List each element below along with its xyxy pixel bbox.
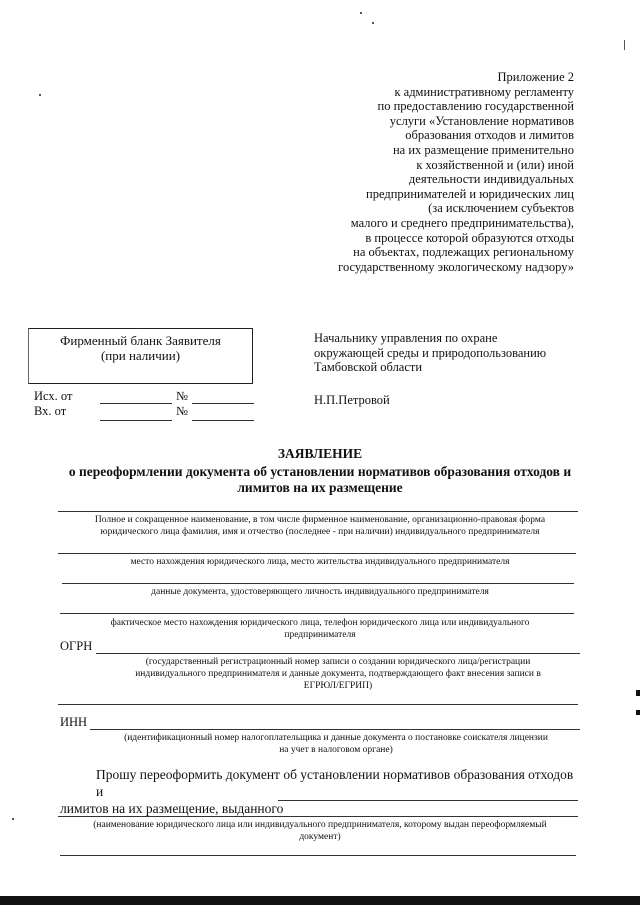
outgoing-number-field[interactable]: [192, 403, 254, 404]
appendix-block: [274, 70, 574, 274]
caption-line: (наименование юридического лица или индивидуального предпринимателя, которому выдан переоформляемый: [93, 820, 547, 830]
scan-speck: [624, 40, 625, 50]
location-caption: место нахождения юридического лица, место жительства индивидуального предпринимателя: [130, 557, 510, 567]
appendix-line: малого и среднего предпринимательства),: [350, 215, 574, 230]
appendix-line: деятельности индивидуальных: [408, 172, 574, 187]
appendix-line: (за исключением субъектов: [428, 201, 574, 216]
inn-label: ИНН: [60, 715, 88, 729]
caption-line: на учет в налоговом органе): [279, 745, 393, 755]
appendix-line: на объектах, подлежащих региональному: [353, 245, 574, 260]
issued-to-field-line3[interactable]: [60, 855, 576, 856]
caption-line: (идентификационный номер налогоплательщика и данные документа о постановке соискателя лицензии: [124, 733, 548, 743]
appendix-line: к административному регламенту: [394, 84, 574, 99]
appendix-line: в процессе которой образуются отходы: [365, 230, 574, 245]
appendix-line: на их размещение применительно: [392, 142, 574, 157]
appendix-line: образования отходов и лимитов: [405, 128, 574, 143]
ogrn-label: ОГРН: [60, 639, 93, 653]
caption-line: документ): [299, 832, 341, 842]
caption-line: ЕГРЮЛ/ЕГРИП): [303, 681, 373, 691]
inn-caption: [92, 732, 580, 756]
actual-location-field[interactable]: [60, 613, 574, 614]
appendix-line: Приложение 2: [497, 70, 574, 84]
document-title: ЗАЯВЛЕНИЕ: [277, 446, 363, 461]
issued-to-field-line2[interactable]: [58, 816, 578, 817]
incoming-ref-label: Вх. от: [34, 404, 67, 418]
issued-to-caption: [40, 819, 600, 843]
letterhead-box: [28, 328, 253, 384]
caption-line: индивидуального предпринимателя и данные документа, подтверждающего факт внесения записи в: [135, 669, 541, 679]
ogrn-extra-line[interactable]: [58, 704, 578, 705]
outgoing-date-field[interactable]: [100, 403, 172, 404]
scan-side-mark: [636, 690, 640, 696]
scan-speck: [372, 22, 374, 24]
incoming-number-sign: №: [176, 404, 188, 418]
ogrn-caption: [98, 656, 578, 692]
caption-line: предпринимателя: [284, 630, 356, 640]
appendix-line: по предоставлению государственной: [377, 99, 574, 114]
outgoing-ref-label: Исх. от: [34, 389, 73, 403]
scan-speck: [39, 94, 41, 96]
ogrn-field[interactable]: [96, 653, 580, 654]
incoming-date-field[interactable]: [100, 420, 172, 421]
addressee-line: Начальнику управления по охране: [314, 331, 498, 345]
caption-line: (государственный регистрационный номер записи о создании юридического лица/регистрации: [145, 657, 531, 667]
scan-speck: [360, 12, 362, 14]
request-line: Прошу переоформить документ об установлении нормативов образования отходов и: [96, 767, 574, 799]
actual-location-caption: [40, 617, 600, 641]
scan-side-mark: [636, 710, 640, 715]
letterhead-title: Фирменный бланк Заявителя: [60, 333, 221, 348]
applicant-name-field[interactable]: [58, 511, 578, 512]
caption-line: фактическое место нахождения юридического лица, телефон юридического лица или индивидуального: [110, 618, 530, 628]
incoming-number-field[interactable]: [192, 420, 254, 421]
letterhead-note: (при наличии): [100, 348, 181, 363]
scan-speck: [12, 818, 14, 820]
addressee-line: Тамбовской области: [314, 360, 423, 374]
appendix-line: к хозяйственной и (или) иной: [416, 157, 574, 172]
scan-bottom-edge: [0, 896, 640, 905]
location-field[interactable]: [58, 553, 576, 554]
document-subtitle-line: лимитов на их размещение: [237, 480, 403, 495]
addressee-line: окружающей среды и природопользованию: [314, 345, 547, 360]
appendix-line: предпринимателей и юридических лиц: [366, 186, 574, 201]
identity-document-field[interactable]: [62, 583, 574, 584]
addressee-block: [314, 331, 546, 407]
appendix-line: государственному экологическому надзору»: [338, 259, 574, 274]
addressee-name: Н.П.Петровой: [314, 392, 390, 407]
applicant-name-caption: [40, 514, 600, 538]
document-subtitle-line: о переоформлении документа об установлении нормативов образования отходов и: [68, 464, 572, 479]
request-paragraph: [60, 766, 580, 817]
caption-line: юридического лица фамилия, имя и отчество (последнее - при наличии) индивидуального предпринимателя: [100, 527, 540, 537]
identity-document-caption: данные документа, удостоверяющего личность индивидуального предпринимателя: [151, 587, 489, 597]
caption-line: Полное и сокращенное наименование, в том числе фирменное наименование, организационно-правовая форма: [94, 515, 546, 525]
request-line: лимитов на их размещение, выданного: [60, 801, 284, 816]
outgoing-number-sign: №: [176, 389, 188, 403]
issued-to-field[interactable]: [278, 800, 578, 801]
inn-field[interactable]: [90, 729, 580, 730]
appendix-line: услуги «Установление нормативов: [389, 113, 574, 128]
